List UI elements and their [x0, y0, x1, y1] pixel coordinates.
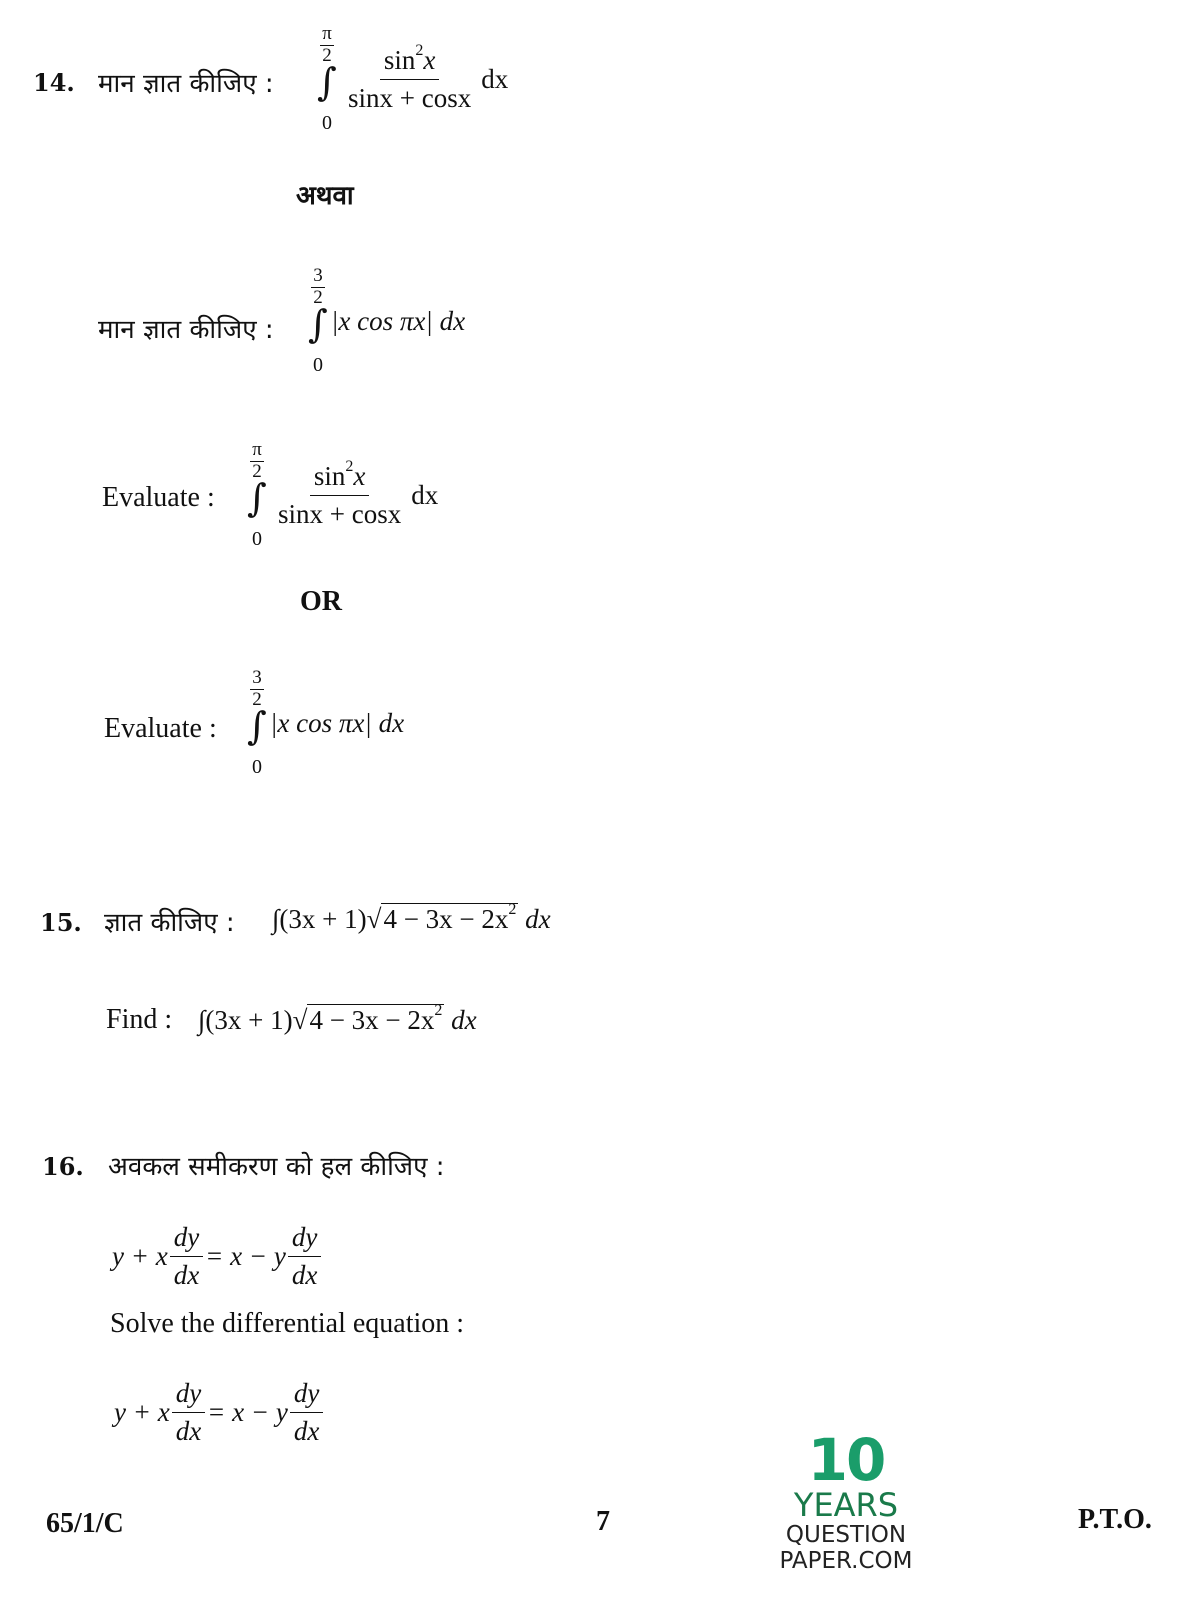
q15-english-prompt: Find : [106, 1004, 173, 1035]
question-number-16: 16. [42, 1152, 84, 1181]
q14-hindi-integral-1: π 2 ∫ 0 $\frac{\sin^2x}{\sin x + \cos x}$ dx [317, 23, 509, 134]
q14-english-integral-1: π 2 ∫ 0 $\frac{\sin^2x}{\sin x + \cos x}$ dx [247, 439, 439, 550]
q14-fraction: $\frac{\sin^2x}{\sin x + \cos x}$ [348, 41, 472, 113]
q15-english-expression: $\int(3x + 1)√4 - 3x - 2x^2$ dx [198, 1002, 477, 1035]
q14-english-prompt: Evaluate : [102, 482, 215, 513]
q16-hindi-prompt: अवकल समीकरण को हल कीजिए : [108, 1152, 445, 1182]
paper-code: 65/1/C [46, 1508, 124, 1539]
q16-equation-1: y + x $\frac{dy}{dx}$ = x − y $\frac{dy}{dx}$ [112, 1222, 323, 1291]
integral-sign-icon: ∫ [317, 60, 337, 104]
page-number: 7 [596, 1506, 610, 1537]
q14-english-integral-2: 3 2 ∫ 0 |x cos πx| dx [247, 667, 405, 778]
q14-hindi-or: अथवा [296, 181, 354, 211]
q15-hindi-prompt: ज्ञात कीजिए : [104, 908, 235, 938]
q16-english-prompt: Solve the differential equation : [110, 1308, 465, 1339]
question-number-14: 14. [33, 68, 75, 97]
integral-limits: π 2 ∫ 0 [317, 23, 337, 134]
integral-sign-icon: ∫ [247, 704, 267, 748]
q14-hindi-prompt: मान ज्ञात कीजिए : [98, 69, 274, 99]
pto-label: P.T.O. [1078, 1504, 1152, 1535]
q16-equation-2: y + x $\frac{dy}{dx}$ = x − y $\frac{dy}{dx}$ [114, 1378, 325, 1447]
q14-english-or: OR [300, 586, 342, 617]
q15-hindi-expression: $\int(3x + 1)√4 - 3x - 2x^2$ dx [272, 901, 551, 934]
integral-sign-icon: ∫ [247, 476, 267, 520]
question-number-15: 15. [40, 908, 82, 937]
ten-years-logo: 10 YEARS QUESTION PAPER.COM [779, 1426, 913, 1574]
q14-english-prompt-2: Evaluate : [104, 713, 217, 744]
q14-hindi-prompt-2: मान ज्ञात कीजिए : [98, 315, 274, 345]
integral-sign-icon: ∫ [308, 302, 328, 346]
q14-hindi-integral-2: 3 2 ∫ 0 |x cos πx| dx [308, 265, 466, 376]
